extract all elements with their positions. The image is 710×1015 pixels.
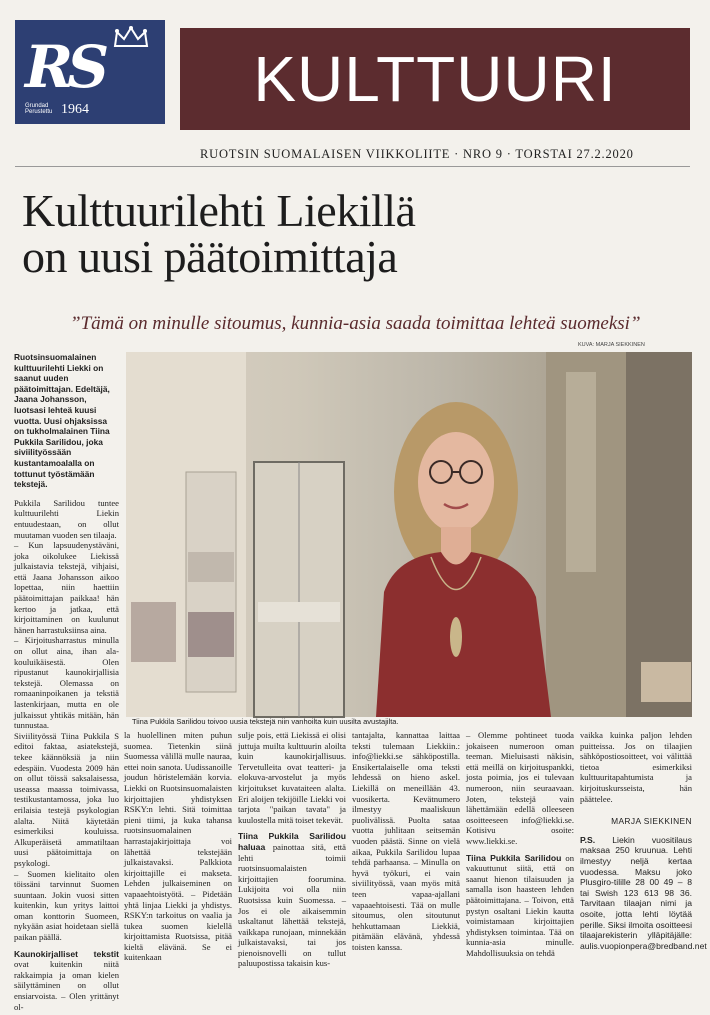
photo-illustration (126, 352, 692, 717)
paragraph: painottaa sitä, että lehti toimii ruotsinsuomalaisten kirjoittajien foorumina. Lukijoita voi olla niin Ruotsissa kuin Suomessa. – Jos ei ole aikaisemmin uskaltanut lähettää tekstejä, vaikkapa runojaan, minnekään julkaistavaksi, tai jos pienoisnovelli on tullut paluupostissa takaisin kus- (238, 841, 346, 969)
paragraph: – Suomen kielitaito olen töissäni tarvinnut Suomen suuntaan. Jokin vuosi sitten kuitenkin, kun yritys laittoi oman konttorin Suomeen, nykyään asiat hoidetaan siellä paikan päällä. (14, 868, 119, 943)
column-3 (238, 730, 346, 1015)
paragraph: on vakuuttunut siitä, että on saanut hienon tilaisuuden ja samalla ison haasteen lehden päätoimittajana. – Toivon, että pystyn osaltani Liekin kautta voimistamaan kirjoittajien yhdistyksen toimintaa. Tää on kunnia-asia minulle. Mahdollisuuksia on tehdä (466, 852, 574, 958)
paragraph: – Kirjoitusharrastus minulla on ollut aina, ihan ala-kouluikäisestä. Olen ripustanut kaunokirjallisia tekstejä. Olemassa on romaaninpoikanen ja tekstiä lastenkirjaan, mutta en ole julkaissut yhtikäs mitään, hän tunnustaa. (14, 635, 119, 731)
column-6 (580, 730, 707, 1015)
headline-line-2: on uusi päätoimittaja (22, 231, 398, 282)
folio-line: RUOTSIN SUOMALAISEN VIIKKOLIITE · NRO 9 · TORSTAI 27.2.2020 (200, 147, 634, 161)
ps-label: P.S. (580, 834, 596, 845)
article-photo (126, 352, 692, 717)
paragraph-lead-in: Kaunokirjalliset tekstit (14, 948, 119, 959)
paragraph: tantajalta, kannattaa laittaa teksti tulemaan Liekkiin.: info@liekki.se sähköpostilla. Ensikertalaiselle oma teksti lehdessä on hieno askel. Liekillä on meneillään 43. vuosikerta. Kevätnumero ilmestyy maaliskuun puolivälissä. Puolta sataa vuotta juhlitaan seitsemän vuoden päästä. Sinne on vielä aikaa, Pukkila Sarilidou lupaa tehdä parhaansa. – Minulla on hyvä työkuri, ei vain siviilityössä, vaan myös mitä teen vapaa-ajallani vapaaehtoisesti. Tää on mulle sitoumus, olen sitoutunut hehkuttamaan Liekkiä, pitämään elävänä, yhdessä toisten kanssa. (352, 730, 460, 952)
logo-founded: Grundad Perustettu (25, 102, 53, 116)
paragraph: Siviilityössä Tiina Pukkila S editoi faktaa, asiatekstejä, tekee käännöksiä ja niin edespäin. Vuodesta 2009 hän on ollut töissä saksalaisessa, useassa maassa toimivassa, testikustantamossa, joka luo erilaisia testejä psykologian alalta. Niitä käytetään esimerkiksi kouluissa. Alkuperäisetä ammatiltaan uusi päätoimittaja on psykologi. (14, 730, 119, 868)
column-2 (124, 730, 232, 1015)
ps-text: Liekin vuositilaus maksaa 250 kruunua. Lehti ilmestyy neljä kertaa vuodessa. Maksu joko Plusgiro-tilille 28 00 49 – 8 tai Swish 123 613 98 36. Tarvitaan tilaajan nimi ja osoite, jotta lehti löytää perille. Siksi ilmoita osoitteesi tilaajarekisterin ylläpitäjälle: aulis.vuopionpera@bredband.net (580, 834, 707, 951)
column-5 (466, 730, 574, 1015)
logo-year: 1964 (61, 102, 89, 117)
crown-icon (113, 26, 149, 48)
headline (22, 185, 682, 282)
subhead-quote: ”Tämä on minulle sitoumus, kunnia-asia saada toimittaa lehteä suomeksi” (70, 313, 641, 334)
rs-logo (15, 20, 165, 124)
column-4 (352, 730, 460, 1015)
paragraph: Pukkila Sarilidou tuntee kulttuurilehti Liekin entuudestaan, on ollut muutaman vuoden sen tilaaja. (14, 497, 119, 540)
paragraph: vaikka kuinka paljon lehden puitteissa. Jos on tilaajien sähköpostiosoitteet, voi välittää tietoa esimerkiksi kulttuuritapahtumista ja kirjoituskursseista, hän päättelee. (580, 730, 692, 804)
paragraph-lead-in: Tiina Pukkila Sarilidou (466, 852, 562, 863)
divider (15, 166, 690, 167)
logo-letters: RS (25, 33, 104, 101)
section-title: KULTTUURI (253, 43, 617, 115)
byline: MARJA SIEKKINEN (611, 816, 692, 827)
paragraph: la huolellinen miten puhun suomea. Tietenkin siinä Suomessa välillä mulle nauraa, ettei noin sanota. Uudissanoille joudun höristelemään korvia. Liekki on Ruotsinsuomalaisten kirjoittajien yhdistyksen RSKY:n lehti. Sitä toimittaa pieni tiimi, ja kuka tahansa ruotsinsuomalainen harrastajakirjoittaja voi lähettää tekstejään julkaistavaksi. Palkkiota kirjoittajille ei makseta. Lehden julkaiseminen on vapaaehtoistyötä. – Pidetään yhtä linjaa Liekki ja yhdistys. RSKY:n tarkoitus on vaalia ja tukea suomen kielellä kirjoittamista Ruotsissa, pitää kieltä elävänä. Se ei kuitenkaan (124, 730, 232, 963)
headline-line-1: Kulttuurilehti Liekillä (22, 185, 416, 236)
photo-credit: KUVA: MARJA SIEKKINEN (578, 342, 645, 348)
column-1 (14, 352, 119, 1015)
photo-caption: Tiina Pukkila Sarilidou toivoo uusia tekstejä niin vanhoilta kuin uusilta avustajilta. (132, 717, 399, 726)
paragraph: ovat kuitenkin niitä rakkaimpia ja oman kielen säilyttäminen on ollut ensiarvoista. – Olen yrittänyt ol- (14, 959, 119, 1012)
paragraph: sulje pois, että Liekissä ei olisi juttuja muilta kulttuurin aloilta kuin kaunokirjallisuus. Tervetulleita ovat teatteri- ja elokuva-arvostelut ja myös kirjoitukset kuvataiteen alalta. Eri aloijen tekijöille Liekki voi tarjota "paikan tavata" ja kuulostella mitä toiset tekevät. (238, 730, 346, 825)
article-lead: Ruotsinsuomalainen kulttuurilehti Liekki on saanut uuden päätoimittajan. Edeltäjä, Jaana Johansson, luotsasi lehteä kuusi vuotta. Uusi ohjaksissa on tukholmalainen Tiina Pukkila Sarilidou, joka siviilityössään kustantamoalalla on tottunut työstämään tekstejä. (14, 352, 110, 490)
paragraph: – Kun lapsuudenystäväni, joka oikolukee Liekissä julkaistavia tekstejä, vihjaisi, että Jaana Johansson aikoo lopettaa, niin haettiin päätoimittajan paikkaa! hän kertoo ja jatkaa, että kirjoittaminen on kuulunut hänen harrastuksiinsa aina. (14, 540, 119, 635)
paragraph: – Olemme pohtineet tuoda jokaiseen numeroon oman teeman. Mieluisasti näkisin, että meillä on kirjoituspankki, josta poimia, jos ei tulevaan numeroon, niin seuraavaan. Joten, tekstejä vain lähettämään edellä olleeseen osoitteeseen info@liekki.se. Kotisivu osoite: www.liekki.se. (466, 730, 574, 846)
section-banner (180, 28, 690, 130)
paragraph-lead-in: Tiina Pukkila Sarilidou haluaa (238, 831, 346, 852)
